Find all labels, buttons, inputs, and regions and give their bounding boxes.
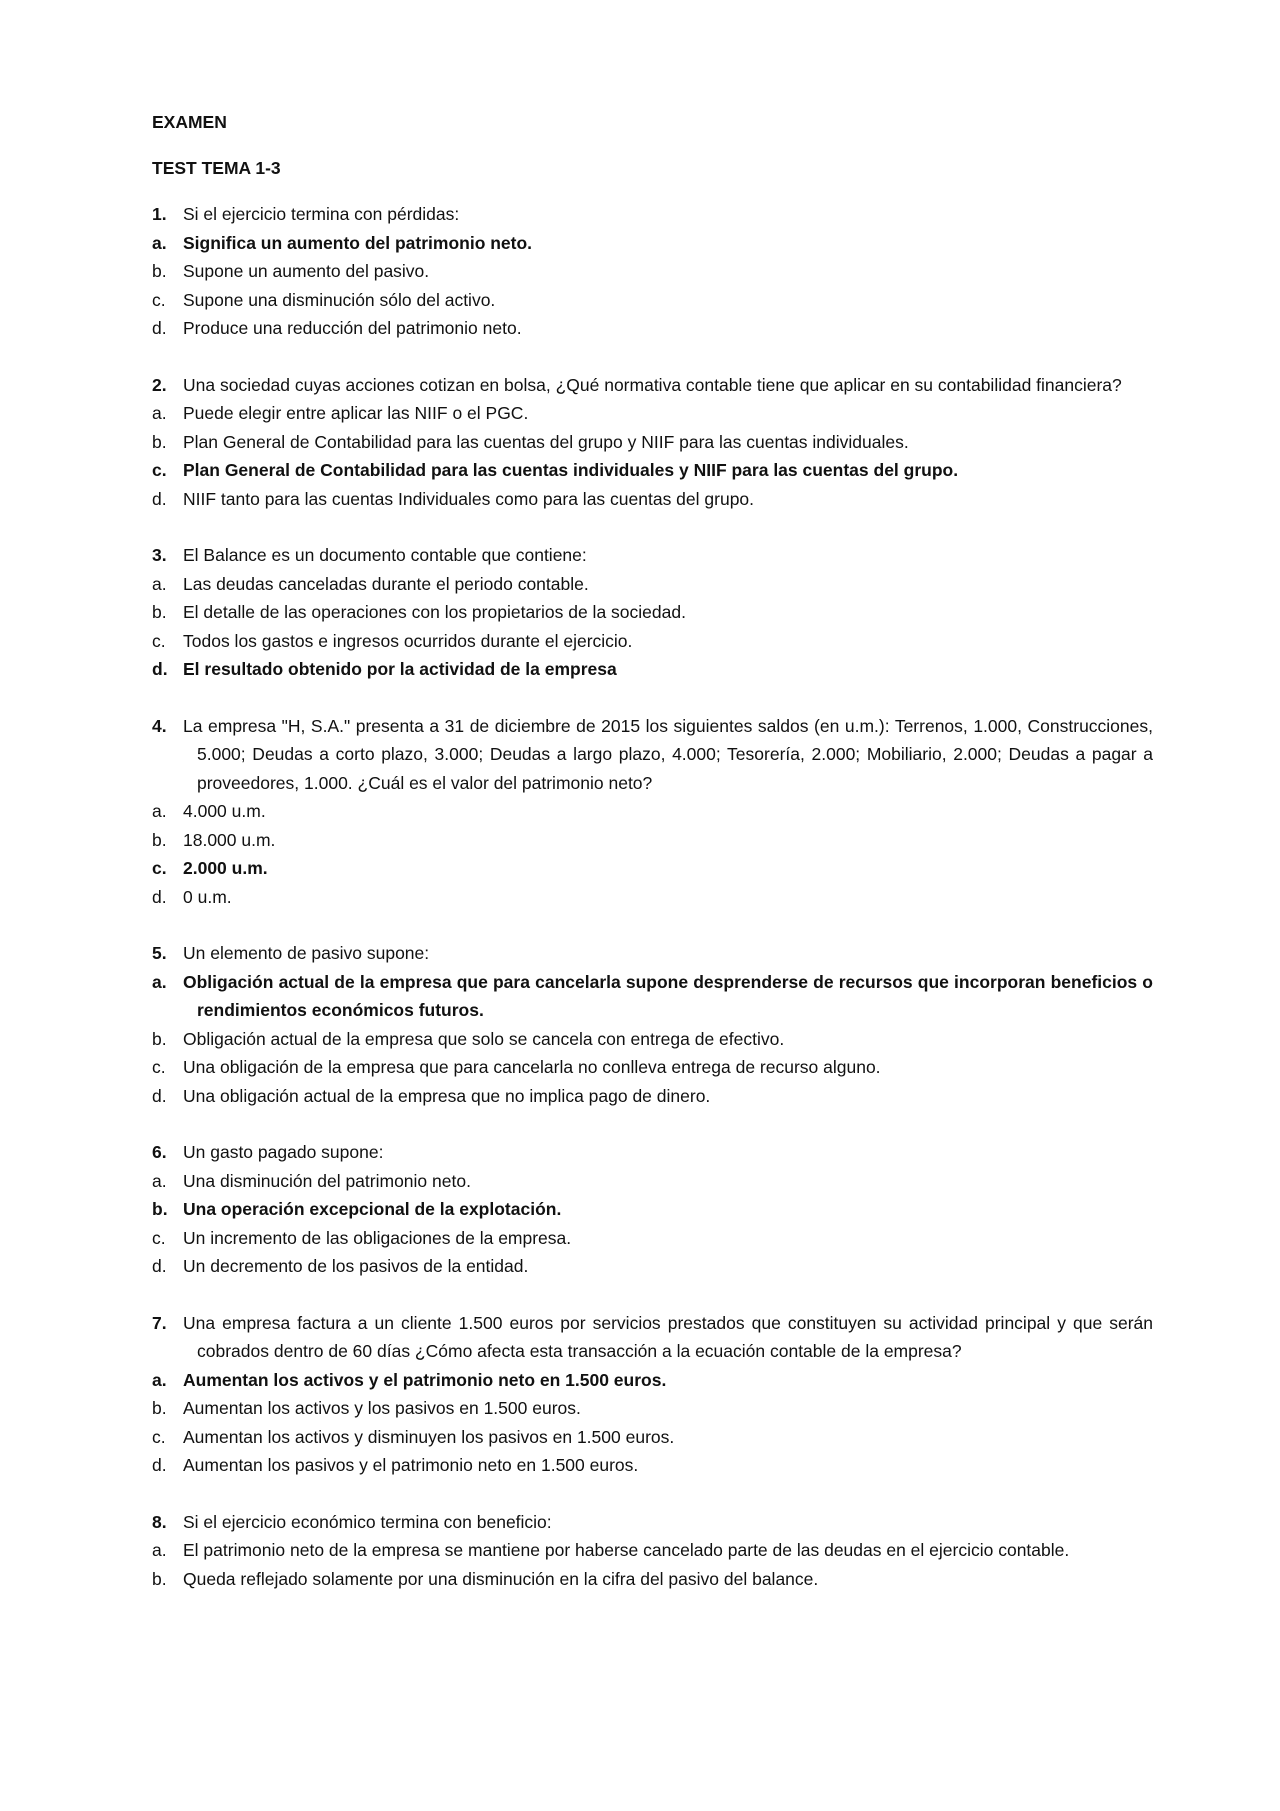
answer-option bbox=[152, 1366, 1153, 1395]
question-number: 7. bbox=[152, 1312, 167, 1333]
option-text: Todos los gastos e ingresos ocurridos durante el ejercicio. bbox=[183, 630, 633, 651]
answer-option bbox=[152, 1565, 1153, 1594]
option-text: Aumentan los pasivos y el patrimonio neto en 1.500 euros. bbox=[183, 1455, 639, 1475]
answer-option bbox=[152, 399, 1153, 428]
option-text: 18.000 u.m. bbox=[183, 829, 276, 850]
answer-option bbox=[152, 1195, 1153, 1224]
option-text: Obligación actual de la empresa que para cancelarla supone desprenderse de recursos que incorporan beneficios o rendimientos económicos futuros. bbox=[183, 971, 1153, 1020]
option-text: El detalle de las operaciones con los propietarios de la sociedad. bbox=[183, 602, 686, 622]
answer-option bbox=[152, 1167, 1153, 1196]
answer-option bbox=[152, 1252, 1153, 1281]
question-line bbox=[152, 1309, 1153, 1366]
question-line bbox=[152, 200, 1153, 229]
option-letter: a. bbox=[152, 232, 167, 253]
option-letter: a. bbox=[152, 1170, 167, 1191]
option-text: Un incremento de las obligaciones de la empresa. bbox=[183, 1227, 572, 1248]
option-letter: d. bbox=[152, 488, 167, 509]
document-page bbox=[152, 108, 1153, 1621]
answer-option bbox=[152, 968, 1153, 1025]
option-letter: a. bbox=[152, 1369, 167, 1390]
option-text: El resultado obtenido por la actividad de la empresa bbox=[183, 659, 617, 679]
answer-option bbox=[152, 826, 1153, 855]
option-text: Una operación excepcional de la explotación. bbox=[183, 1199, 562, 1219]
option-letter: c. bbox=[152, 1227, 166, 1248]
option-text: Obligación actual de la empresa que solo se cancela con entrega de efectivo. bbox=[183, 1028, 785, 1049]
question-text: El Balance es un documento contable que contiene: bbox=[183, 545, 587, 565]
option-letter: c. bbox=[152, 1057, 166, 1077]
option-text: Aumentan los activos y el patrimonio neto en 1.500 euros. bbox=[183, 1369, 667, 1390]
option-letter: d. bbox=[152, 1455, 167, 1475]
question-number: 2. bbox=[152, 374, 167, 395]
answer-option bbox=[152, 229, 1153, 258]
document-title: EXAMEN bbox=[152, 112, 227, 132]
question-number: 6. bbox=[152, 1142, 167, 1162]
answer-option bbox=[152, 314, 1153, 343]
option-letter: a. bbox=[152, 1540, 167, 1560]
option-letter: b. bbox=[152, 1028, 167, 1049]
option-letter: b. bbox=[152, 261, 167, 281]
option-letter: b. bbox=[152, 829, 167, 850]
question-text: Una empresa factura a un cliente 1.500 euros por servicios prestados que constituyen su actividad principal y que serán cobrados dentro de 60 días ¿Cómo afecta esta transacción a la ecuación contable de la empresa? bbox=[183, 1312, 1153, 1361]
document-subtitle: TEST TEMA 1-3 bbox=[152, 157, 281, 178]
question-number: 8. bbox=[152, 1511, 167, 1532]
option-letter: d. bbox=[152, 1085, 167, 1106]
question-list bbox=[152, 200, 1153, 1593]
option-text: Supone una disminución sólo del activo. bbox=[183, 289, 496, 310]
question-block bbox=[152, 541, 1153, 684]
question-block bbox=[152, 371, 1153, 514]
question-block bbox=[152, 712, 1153, 912]
option-letter: d. bbox=[152, 659, 168, 679]
answer-option bbox=[152, 1025, 1153, 1054]
option-letter: b. bbox=[152, 602, 167, 622]
option-letter: a. bbox=[152, 403, 167, 423]
option-text: NIIF tanto para las cuentas Individuales como para las cuentas del grupo. bbox=[183, 488, 755, 509]
option-letter: b. bbox=[152, 1568, 167, 1589]
answer-option bbox=[152, 485, 1153, 514]
question-number: 3. bbox=[152, 545, 167, 565]
question-text: Una sociedad cuyas acciones cotizan en bolsa, ¿Qué normativa contable tiene que aplicar en su contabilidad financiera? bbox=[183, 374, 1122, 395]
question-block bbox=[152, 1138, 1153, 1281]
question-line bbox=[152, 712, 1153, 798]
answer-option bbox=[152, 797, 1153, 826]
question-number: 1. bbox=[152, 204, 167, 224]
answer-option bbox=[152, 1053, 1153, 1082]
question-line bbox=[152, 1138, 1153, 1167]
question-line bbox=[152, 371, 1153, 400]
question-text: Si el ejercicio termina con pérdidas: bbox=[183, 204, 460, 224]
option-text: Una obligación de la empresa que para cancelarla no conlleva entrega de recurso alguno. bbox=[183, 1057, 881, 1077]
question-block bbox=[152, 939, 1153, 1110]
option-text: Aumentan los activos y los pasivos en 1.500 euros. bbox=[183, 1398, 581, 1418]
option-text: Produce una reducción del patrimonio neto. bbox=[183, 318, 522, 338]
question-block bbox=[152, 200, 1153, 343]
option-letter: b. bbox=[152, 431, 167, 452]
option-letter: c. bbox=[152, 460, 167, 480]
answer-option bbox=[152, 1224, 1153, 1253]
question-number: 4. bbox=[152, 715, 167, 736]
question-text: Si el ejercicio económico termina con beneficio: bbox=[183, 1511, 552, 1532]
option-letter: a. bbox=[152, 801, 167, 821]
answer-option bbox=[152, 456, 1153, 485]
answer-option bbox=[152, 1394, 1153, 1423]
answer-option bbox=[152, 655, 1153, 684]
answer-option bbox=[152, 570, 1153, 599]
option-text: 4.000 u.m. bbox=[183, 801, 266, 821]
answer-option bbox=[152, 627, 1153, 656]
option-letter: d. bbox=[152, 886, 167, 907]
option-letter: a. bbox=[152, 573, 167, 594]
option-letter: d. bbox=[152, 1256, 167, 1276]
option-text: 2.000 u.m. bbox=[183, 858, 268, 878]
question-number: 5. bbox=[152, 943, 167, 963]
option-letter: c. bbox=[152, 858, 167, 878]
question-line bbox=[152, 939, 1153, 968]
question-block bbox=[152, 1508, 1153, 1594]
question-text: La empresa "H, S.A." presenta a 31 de diciembre de 2015 los siguientes saldos (en u.m.): Terrenos, 1.000, Construcciones, 5.000; Deudas a corto plazo, 3.000; Deudas a largo plazo, 4.000; Tesorería, 2.000; Mobiliario, 2.000; Deudas a pagar a proveedores, 1.000. ¿Cuál es el valor del patrimonio neto? bbox=[183, 715, 1153, 793]
option-text: Una disminución del patrimonio neto. bbox=[183, 1170, 471, 1191]
answer-option bbox=[152, 883, 1153, 912]
option-text: Plan General de Contabilidad para las cuentas individuales y NIIF para las cuentas del grupo. bbox=[183, 460, 959, 480]
answer-option bbox=[152, 257, 1153, 286]
question-text: Un gasto pagado supone: bbox=[183, 1142, 384, 1162]
answer-option bbox=[152, 598, 1153, 627]
option-letter: c. bbox=[152, 630, 166, 651]
option-text: Queda reflejado solamente por una disminución en la cifra del pasivo del balance. bbox=[183, 1568, 819, 1589]
answer-option bbox=[152, 1536, 1153, 1565]
option-text: Supone un aumento del pasivo. bbox=[183, 261, 430, 281]
question-block bbox=[152, 1309, 1153, 1480]
option-text: El patrimonio neto de la empresa se mantiene por haberse cancelado parte de las deudas en el ejercicio contable. bbox=[183, 1540, 1070, 1560]
answer-option bbox=[152, 1423, 1153, 1452]
answer-option bbox=[152, 1451, 1153, 1480]
question-text: Un elemento de pasivo supone: bbox=[183, 943, 430, 963]
option-letter: b. bbox=[152, 1199, 168, 1219]
option-text: Aumentan los activos y disminuyen los pasivos en 1.500 euros. bbox=[183, 1426, 675, 1447]
answer-option bbox=[152, 854, 1153, 883]
option-letter: c. bbox=[152, 289, 166, 310]
answer-option bbox=[152, 1082, 1153, 1111]
option-letter: c. bbox=[152, 1426, 166, 1447]
option-letter: d. bbox=[152, 318, 167, 338]
question-line bbox=[152, 1508, 1153, 1537]
option-text: 0 u.m. bbox=[183, 886, 232, 907]
answer-option bbox=[152, 286, 1153, 315]
question-line bbox=[152, 541, 1153, 570]
option-text: Puede elegir entre aplicar las NIIF o el PGC. bbox=[183, 403, 529, 423]
option-text: Las deudas canceladas durante el periodo contable. bbox=[183, 573, 589, 594]
option-letter: b. bbox=[152, 1398, 167, 1418]
option-text: Una obligación actual de la empresa que no implica pago de dinero. bbox=[183, 1085, 711, 1106]
option-text: Plan General de Contabilidad para las cuentas del grupo y NIIF para las cuentas individuales. bbox=[183, 431, 909, 452]
option-text: Significa un aumento del patrimonio neto. bbox=[183, 232, 533, 253]
option-text: Un decremento de los pasivos de la entidad. bbox=[183, 1256, 529, 1276]
option-letter: a. bbox=[152, 971, 167, 992]
answer-option bbox=[152, 428, 1153, 457]
